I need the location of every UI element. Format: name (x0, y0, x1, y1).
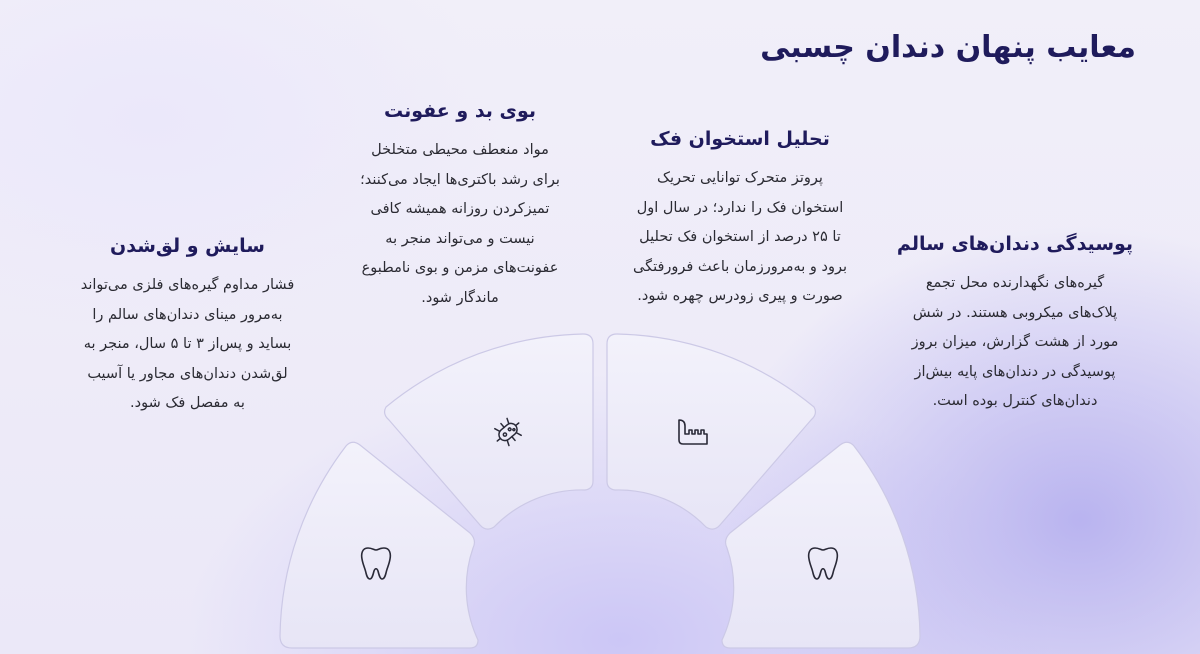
card-line: دندان‌های کنترل بوده است. (932, 393, 1098, 409)
card-line: گیره‌های نگهدارنده محل تجمع (925, 275, 1105, 291)
card-line: تمیزکردن روزانه همیشه کافی (370, 201, 550, 217)
card-line: به‌مرور مینای دندان‌های سالم را (92, 306, 283, 323)
card-title: تحلیل استخوان فک (650, 128, 830, 150)
card-line: برای رشد باکتری‌ها ایجاد می‌کنند؛ (360, 171, 560, 188)
card-line: فشار مداوم گیره‌های فلزی می‌تواند (80, 277, 295, 293)
card-line: بساید و پس‌از ۳ تا ۵ سال، منجر به (83, 336, 292, 352)
card-line: برود و به‌مرورزمان باعث فرورفتگی (632, 258, 848, 275)
card-line: مواد منعطف محیطی متخلخل (371, 142, 549, 158)
card-line: پروتز متحرک توانایی تحریک (657, 170, 823, 186)
card-line: ماندگار شود. (421, 289, 499, 306)
card-title: پوسیدگی دندان‌های سالم (896, 233, 1134, 255)
card-title: سایش و لق‌شدن (110, 235, 265, 257)
card-title: بوی بد و عفونت (383, 100, 537, 122)
card-line: استخوان فک را ندارد؛ در سال اول (636, 199, 844, 216)
page-title: معایب پنهان دندان چسبی (760, 30, 1136, 65)
card-line: لق‌شدن دندان‌های مجاور یا آسیب (87, 365, 288, 382)
card-line: پلاک‌های میکروبی هستند. در شش (912, 304, 1118, 321)
card-line: تا ۲۵ درصد از استخوان فک تحلیل (639, 229, 841, 245)
card-line: پوسیدگی در دندان‌های پایه بیش‌از (914, 363, 1116, 380)
card-line: مورد از هشت گزارش، میزان بروز (911, 334, 1119, 350)
card-line: به مفصل فک شود. (130, 395, 245, 411)
card-line: عفونت‌های مزمن و بوی نامطبوع (361, 260, 559, 276)
card-line: صورت و پیری زودرس چهره شود. (637, 288, 843, 304)
card-line: نیست و می‌تواند منجر به (385, 230, 535, 247)
